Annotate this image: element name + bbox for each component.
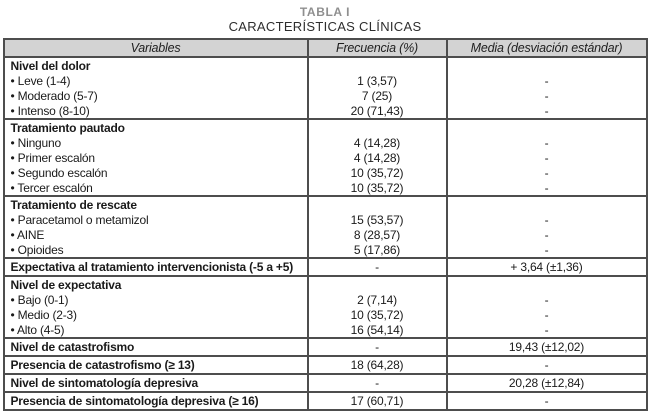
- cell-media: -: [447, 150, 647, 165]
- cell-media: -: [447, 73, 647, 88]
- cell-variable: Presencia de sintomatología depresiva (≥ 16): [4, 392, 308, 410]
- cell-media: -: [447, 212, 647, 227]
- table-row: [4, 258, 647, 276]
- cell-variable: • Moderado (5-7): [4, 88, 308, 103]
- cell-media: -: [447, 292, 647, 307]
- cell-variable: • Bajo (0-1): [4, 292, 308, 307]
- cell-frecuencia: [308, 196, 447, 212]
- cell-media: -: [447, 322, 647, 338]
- column-header-frecuencia: Frecuencia (%): [308, 39, 447, 57]
- cell-media: -: [447, 227, 647, 242]
- cell-variable: Nivel del dolor: [4, 57, 308, 73]
- cell-variable: • Primer escalón: [4, 150, 308, 165]
- cell-frecuencia: 18 (64,28): [308, 356, 447, 374]
- cell-variable: • Medio (2-3): [4, 307, 308, 322]
- table-row: [4, 322, 647, 338]
- cell-variable: Nivel de catastrofismo: [4, 338, 308, 356]
- cell-variable: • AINE: [4, 227, 308, 242]
- table-row: [4, 374, 647, 392]
- cell-variable: Nivel de expectativa: [4, 276, 308, 292]
- cell-variable: Tratamiento de rescate: [4, 196, 308, 212]
- cell-variable: Expectativa al tratamiento intervencionista (-5 a +5): [4, 258, 308, 276]
- cell-variable: • Alto (4-5): [4, 322, 308, 338]
- cell-media: [447, 119, 647, 135]
- cell-media: -: [447, 88, 647, 103]
- cell-frecuencia: 10 (35,72): [308, 180, 447, 196]
- cell-variable: • Tercer escalón: [4, 180, 308, 196]
- table-row: [4, 227, 647, 242]
- table-row: [4, 338, 647, 356]
- table-row: [4, 165, 647, 180]
- cell-frecuencia: -: [308, 374, 447, 392]
- table-row: [4, 212, 647, 227]
- cell-frecuencia: 16 (54,14): [308, 322, 447, 338]
- table-row: [4, 103, 647, 119]
- cell-media: [447, 276, 647, 292]
- cell-media: + 3,64 (±1,36): [447, 258, 647, 276]
- cell-media: -: [447, 242, 647, 258]
- table-row: [4, 242, 647, 258]
- cell-variable: • Leve (1-4): [4, 73, 308, 88]
- cell-frecuencia: 10 (35,72): [308, 165, 447, 180]
- table-row: [4, 276, 647, 292]
- table-row: [4, 57, 647, 73]
- cell-frecuencia: 1 (3,57): [308, 73, 447, 88]
- table-row: [4, 392, 647, 410]
- table-label: TABLA I: [299, 5, 351, 19]
- cell-frecuencia: 4 (14,28): [308, 150, 447, 165]
- header-row: [4, 39, 647, 57]
- clinical-characteristics-table: [3, 38, 648, 411]
- table-row: [4, 119, 647, 135]
- cell-variable: Tratamiento pautado: [4, 119, 308, 135]
- cell-media: [447, 57, 647, 73]
- table-title: CARACTERÍSTICAS CLÍNICAS: [228, 19, 422, 34]
- cell-media: -: [447, 180, 647, 196]
- cell-media: 20,28 (±12,84): [447, 374, 647, 392]
- column-header-variables: Variables: [4, 39, 308, 57]
- cell-frecuencia: -: [308, 258, 447, 276]
- cell-frecuencia: 5 (17,86): [308, 242, 447, 258]
- cell-frecuencia: 7 (25): [308, 88, 447, 103]
- cell-variable: Nivel de sintomatología depresiva: [4, 374, 308, 392]
- cell-frecuencia: 20 (71,43): [308, 103, 447, 119]
- cell-media: -: [447, 135, 647, 150]
- cell-variable: • Segundo escalón: [4, 165, 308, 180]
- cell-media: -: [447, 356, 647, 374]
- table-row: [4, 73, 647, 88]
- cell-media: 19,43 (±12,02): [447, 338, 647, 356]
- cell-variable: • Ninguno: [4, 135, 308, 150]
- table-row: [4, 307, 647, 322]
- table-row: [4, 356, 647, 374]
- cell-variable: • Opioides: [4, 242, 308, 258]
- cell-media: [447, 196, 647, 212]
- column-header-media: Media (desviación estándar): [447, 39, 647, 57]
- cell-frecuencia: -: [308, 338, 447, 356]
- cell-media: -: [447, 307, 647, 322]
- cell-frecuencia: 2 (7,14): [308, 292, 447, 307]
- cell-media: -: [447, 165, 647, 180]
- table-row: [4, 88, 647, 103]
- table-row: [4, 180, 647, 196]
- cell-frecuencia: [308, 119, 447, 135]
- table-caption: [0, 0, 650, 34]
- table-body: [4, 57, 647, 410]
- cell-media: -: [447, 103, 647, 119]
- table-row: [4, 196, 647, 212]
- cell-variable: • Intenso (8-10): [4, 103, 308, 119]
- cell-media: -: [447, 392, 647, 410]
- cell-frecuencia: 8 (28,57): [308, 227, 447, 242]
- table-row: [4, 150, 647, 165]
- cell-frecuencia: [308, 276, 447, 292]
- cell-frecuencia: 4 (14,28): [308, 135, 447, 150]
- cell-frecuencia: [308, 57, 447, 73]
- cell-frecuencia: 17 (60,71): [308, 392, 447, 410]
- cell-frecuencia: 10 (35,72): [308, 307, 447, 322]
- cell-frecuencia: 15 (53,57): [308, 212, 447, 227]
- table-row: [4, 135, 647, 150]
- cell-variable: • Paracetamol o metamizol: [4, 212, 308, 227]
- cell-variable: Presencia de catastrofismo (≥ 13): [4, 356, 308, 374]
- table-row: [4, 292, 647, 307]
